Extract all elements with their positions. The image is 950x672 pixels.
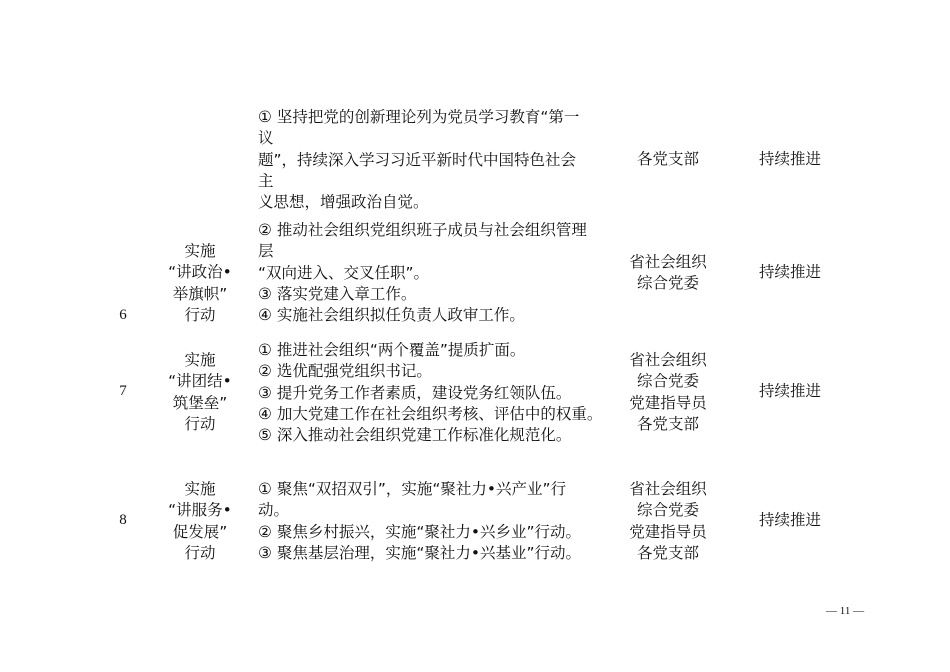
page-number: — 11 — bbox=[826, 605, 865, 617]
content-line: 题”，持续深入学习习近平新时代中国特色社会 bbox=[258, 150, 577, 169]
content-line: “双向进入、交叉任职”。 bbox=[258, 263, 430, 282]
content-line: ① 坚持把党的创新理论列为党员学习教育“第一 bbox=[258, 108, 580, 126]
content-line: ② 选优配强党组织书记。 bbox=[258, 362, 432, 381]
content-line: ③ 提升党务工作者素质，建设党务红领队伍。 bbox=[258, 383, 572, 402]
row8-title bbox=[140, 479, 260, 564]
content-line: 动。 bbox=[258, 501, 290, 520]
content-line: ③ 落实党建入章工作。 bbox=[258, 284, 417, 303]
title-line: 行动 bbox=[184, 414, 216, 433]
owner-line: 省社会组织 bbox=[629, 253, 707, 271]
row6-content bbox=[258, 220, 587, 326]
owner-line: 省社会组织 bbox=[629, 480, 707, 498]
row8-number: 8 bbox=[119, 512, 127, 528]
owner-line: 综合党委 bbox=[636, 501, 699, 520]
owner-line: 各党支部 bbox=[636, 543, 699, 562]
owner-line: 各党支部 bbox=[636, 414, 699, 433]
content-line: ④ 加大党建工作在社会组织考核、评估中的权重。 bbox=[258, 404, 603, 423]
owner-line: 党建指导员 bbox=[629, 522, 707, 541]
content-line: 主 bbox=[258, 171, 274, 190]
owner-line: 省社会组织 bbox=[629, 351, 707, 369]
title-line: “讲团结• bbox=[168, 372, 232, 391]
content-line: ① 聚焦“双招双引”，实施“聚社力•兴产业”行 bbox=[258, 480, 567, 498]
title-line: 行动 bbox=[184, 305, 216, 324]
content-line: 层 bbox=[258, 242, 274, 261]
row7-content bbox=[258, 340, 602, 446]
row7-owner bbox=[608, 350, 728, 435]
title-line: 实施 bbox=[184, 242, 216, 260]
title-line: “讲服务• bbox=[168, 501, 232, 520]
owner-line: 综合党委 bbox=[636, 274, 699, 293]
row6-number: 6 bbox=[119, 307, 127, 323]
row8-content bbox=[258, 479, 581, 564]
title-line: 促发展” bbox=[172, 522, 228, 541]
content-line: ④ 实施社会组织拟任负责人政审工作。 bbox=[258, 306, 525, 325]
title-line: 举旗帜” bbox=[172, 284, 228, 303]
owner-line: 各党支部 bbox=[636, 150, 699, 168]
content-line: 议 bbox=[258, 129, 274, 148]
content-line: ⑤ 深入推动社会组织党建工作标准化规范化。 bbox=[258, 426, 572, 445]
row1-timing: 持续推进 bbox=[758, 150, 821, 168]
owner-line: 综合党委 bbox=[636, 372, 699, 391]
content-line: ② 聚焦乡村振兴，实施“聚社力•兴乡业”行动。 bbox=[258, 522, 582, 541]
content-line: ② 推动社会组织党组织班子成员与社会组织管理 bbox=[258, 221, 587, 239]
title-line: “讲政治• bbox=[168, 263, 232, 282]
content-line: 义思想，增强政治自觉。 bbox=[258, 193, 429, 212]
row7-title bbox=[140, 350, 260, 435]
title-line: 筑堡垒” bbox=[172, 393, 228, 412]
row1-owner bbox=[608, 149, 728, 170]
title-line: 实施 bbox=[184, 480, 216, 498]
row7-number: 7 bbox=[119, 383, 127, 399]
row6-timing: 持续推进 bbox=[758, 263, 821, 281]
content-line: ③ 聚焦基层治理，实施“聚社力•兴基业”行动。 bbox=[258, 543, 582, 562]
title-line: 实施 bbox=[184, 351, 216, 369]
row8-timing: 持续推进 bbox=[758, 511, 821, 529]
content-line: ① 推进社会组织“两个覆盖”提质扩面。 bbox=[258, 341, 526, 359]
row6-owner bbox=[608, 252, 728, 295]
row1-content bbox=[258, 107, 579, 213]
owner-line: 党建指导员 bbox=[629, 393, 707, 412]
row8-owner bbox=[608, 479, 728, 564]
title-line: 行动 bbox=[184, 543, 216, 562]
row7-timing: 持续推进 bbox=[758, 382, 821, 400]
row6-title bbox=[140, 241, 260, 326]
